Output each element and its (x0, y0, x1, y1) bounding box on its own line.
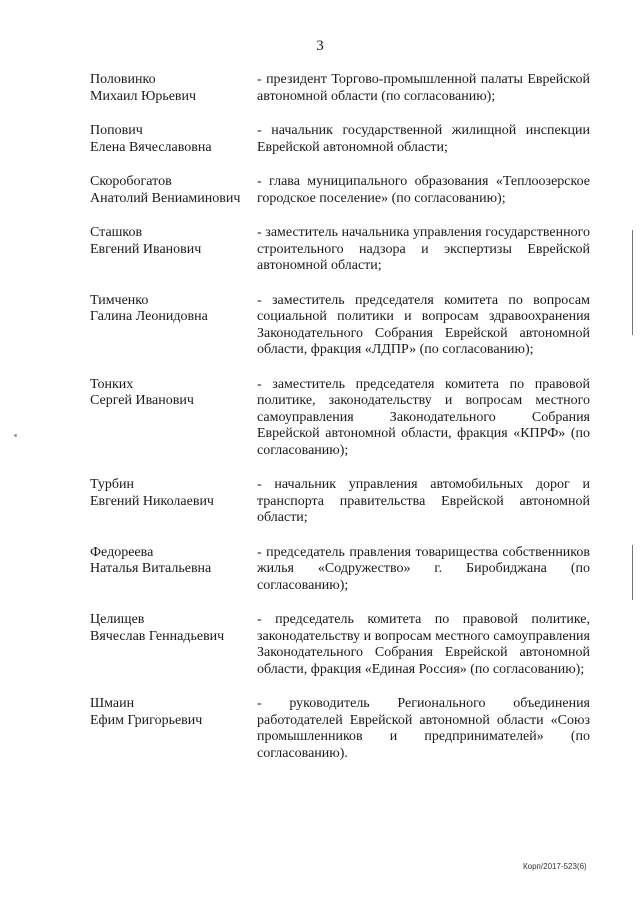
member-given-names: Ефим Григорьевич (90, 712, 203, 728)
member-given-names: Вячеслав Геннадьевич (90, 628, 225, 644)
member-role: - председатель правления товарищества собственников жилья «Содружество» г. Биробиджана (по согласованию); (257, 544, 590, 593)
member-surname: Скоробогатов (90, 174, 172, 189)
member-name (90, 477, 255, 527)
member-surname: Федореева (90, 544, 154, 560)
member-row (90, 696, 590, 762)
member-row (90, 174, 590, 207)
member-given-names: Елена Вячеславовна (90, 139, 212, 155)
member-name (90, 612, 255, 678)
member-row (90, 612, 590, 678)
member-row (90, 225, 590, 275)
member-given-names: Евгений Николаевич (90, 493, 214, 509)
member-role: - президент Торгово-промышленной палаты Еврейской автономной области (по согласованию); (257, 72, 590, 104)
member-role: - начальник управления автомобильных дорог и транспорта правительства Еврейской автономной области; (257, 477, 590, 525)
member-surname: Шмаин (90, 696, 135, 711)
member-name (90, 696, 255, 762)
member-given-names: Анатолий Вениаминович (90, 190, 241, 206)
member-surname: Тонких (90, 376, 134, 392)
member-given-names: Евгений Иванович (90, 241, 202, 257)
member-given-names: Сергей Иванович (90, 393, 194, 408)
document-code: Корп/2017-523(6) (523, 862, 587, 871)
member-role: - начальник государственной жилищной инспекции Еврейской автономной области; (257, 123, 590, 155)
member-role: - председатель комитета по правовой политике, законодательству и вопросам местного самоуправления Законодательного Собрания Еврейской автономной области, фракция «Единая Россия» (по согласованию); (257, 612, 590, 677)
member-surname: Целищев (90, 612, 145, 627)
member-name (90, 174, 255, 207)
member-name (90, 545, 255, 595)
scan-edge-line (632, 545, 633, 600)
member-row (90, 293, 590, 359)
member-surname: Тимченко (90, 292, 149, 308)
member-role: - заместитель начальника управления государственного строительного надзора и экспертизы Еврейской автономной области; (257, 225, 590, 273)
member-name (90, 293, 255, 359)
member-role: - заместитель председателя комитета по правовой политике, законодательству и вопросам местного самоуправления Законодательного Собрания Еврейской автономной области, фракция «КПРФ» (по согласованию); (257, 376, 590, 458)
member-surname: Сташков (90, 225, 143, 240)
member-surname: Турбин (90, 477, 134, 492)
member-row (90, 545, 590, 595)
member-surname: Половинко (90, 72, 156, 87)
member-given-names: Наталья Витальевна (90, 561, 212, 576)
member-row (90, 377, 590, 460)
member-row (90, 477, 590, 527)
member-given-names: Галина Леонидовна (90, 309, 208, 324)
member-row (90, 123, 590, 156)
member-list (90, 72, 590, 780)
member-role: - глава муниципального образования «Теплоозерское городское поселение» (по согласованию); (257, 174, 590, 206)
member-given-names: Михаил Юрьевич (90, 88, 197, 104)
member-role: - заместитель председателя комитета по вопросам социальной политики и вопросам здравоохранения Законодательного Собрания Еврейской автономной области, фракция «ЛДПР» (по согласованию); (257, 292, 590, 357)
member-name (90, 377, 255, 460)
scan-edge-line (632, 230, 633, 335)
member-row (90, 72, 590, 105)
member-surname: Попович (90, 123, 143, 138)
member-name (90, 225, 255, 275)
member-role: - руководитель Регионального объединения работодателей Еврейской автономной области «Союз промышленников и предпринимателей» (по согласованию). (257, 696, 590, 761)
scan-speck (14, 434, 17, 437)
member-name (90, 123, 255, 156)
page-number: 3 (316, 38, 324, 54)
member-name (90, 72, 255, 105)
